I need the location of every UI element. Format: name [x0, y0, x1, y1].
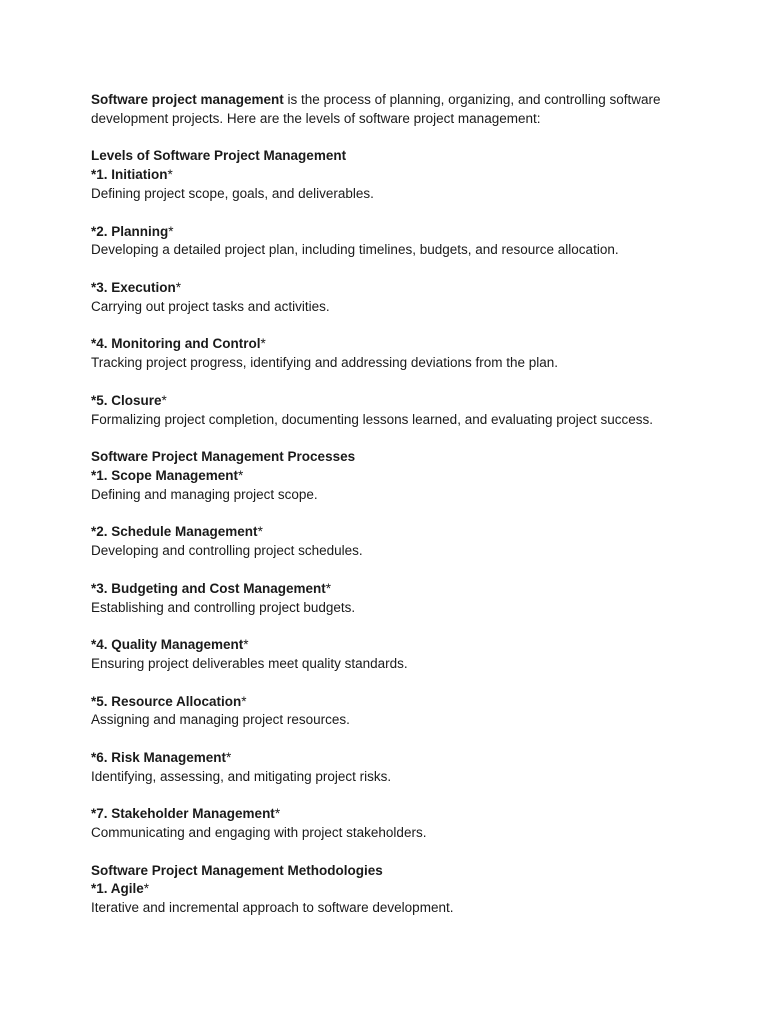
item-title: *2. Schedule Management: [91, 524, 258, 540]
item-title: *5. Closure: [91, 392, 162, 408]
list-item: [91, 580, 691, 618]
item-title: *1. Scope Management: [91, 467, 239, 483]
item-description: Defining and managing project scope.: [91, 486, 318, 502]
item-title: *5. Resource Allocation: [91, 693, 242, 709]
item-title-asterisk: *: [168, 223, 174, 239]
item-description: Ensuring project deliverables meet quality standards.: [91, 655, 408, 671]
item-title: *6. Risk Management: [91, 749, 227, 765]
section-methodologies: [91, 862, 691, 918]
item-description: Establishing and controlling project budgets.: [91, 599, 356, 615]
list-item: [91, 523, 691, 561]
intro-paragraph: [91, 91, 691, 129]
list-item: [91, 636, 691, 674]
list-item: [91, 335, 691, 373]
item-title: *4. Monitoring and Control: [91, 336, 261, 352]
item-description: Tracking project progress, identifying and addressing deviations from the plan.: [91, 355, 559, 371]
list-item: [91, 749, 691, 787]
item-title: *4. Quality Management: [91, 637, 244, 653]
item-description: Developing a detailed project plan, including timelines, budgets, and resource allocation.: [91, 242, 619, 258]
item-title-asterisk: *: [241, 693, 247, 709]
list-item: [91, 805, 691, 843]
section-levels: [91, 147, 691, 429]
item-description: Developing and controlling project schedules.: [91, 543, 363, 559]
item-title-asterisk: *: [257, 524, 263, 540]
item-title-asterisk: *: [175, 279, 182, 295]
list-item: [91, 392, 691, 430]
list-item: [91, 166, 691, 204]
section-heading: Software Project Management Processes: [91, 449, 356, 465]
item-title-asterisk: *: [260, 336, 266, 352]
list-item: [91, 467, 691, 505]
item-title: *1. Initiation: [91, 167, 168, 183]
list-item: [91, 693, 691, 731]
intro-text: is the process of planning, organizing, and controlling software development projects. Here are the levels of software project management:: [91, 92, 661, 126]
item-title: *3. Budgeting and Cost Management: [91, 580, 326, 596]
section-heading: Software Project Management Methodologies: [91, 862, 383, 878]
item-title-asterisk: *: [143, 881, 150, 897]
list-item: [91, 880, 691, 918]
item-title: *1. Agile: [91, 881, 144, 897]
section-heading: Levels of Software Project Management: [91, 148, 347, 164]
item-title-asterisk: *: [161, 392, 167, 408]
list-item: [91, 223, 691, 261]
item-title-asterisk: *: [325, 580, 332, 596]
document-page: [91, 91, 691, 937]
item-title-asterisk: *: [243, 637, 249, 653]
section-processes: [91, 448, 691, 843]
item-title: *2. Planning: [91, 223, 169, 239]
item-title-asterisk: *: [238, 467, 244, 483]
item-title-asterisk: *: [167, 167, 173, 183]
item-description: Carrying out project tasks and activities.: [91, 298, 330, 314]
intro-term: Software project management: [91, 92, 284, 107]
item-description: Defining project scope, goals, and deliverables.: [91, 185, 374, 201]
item-description: Formalizing project completion, documenting lessons learned, and evaluating project success.: [91, 411, 654, 427]
list-item: [91, 279, 691, 317]
item-title: *3. Execution: [91, 279, 176, 295]
item-description: Communicating and engaging with project stakeholders.: [91, 825, 427, 841]
item-title-asterisk: *: [274, 806, 281, 822]
item-description: Identifying, assessing, and mitigating project risks.: [91, 768, 392, 784]
item-description: Iterative and incremental approach to software development.: [91, 900, 454, 916]
item-title: *7. Stakeholder Management: [91, 806, 275, 822]
item-title-asterisk: *: [226, 749, 232, 765]
item-description: Assigning and managing project resources.: [91, 712, 350, 728]
